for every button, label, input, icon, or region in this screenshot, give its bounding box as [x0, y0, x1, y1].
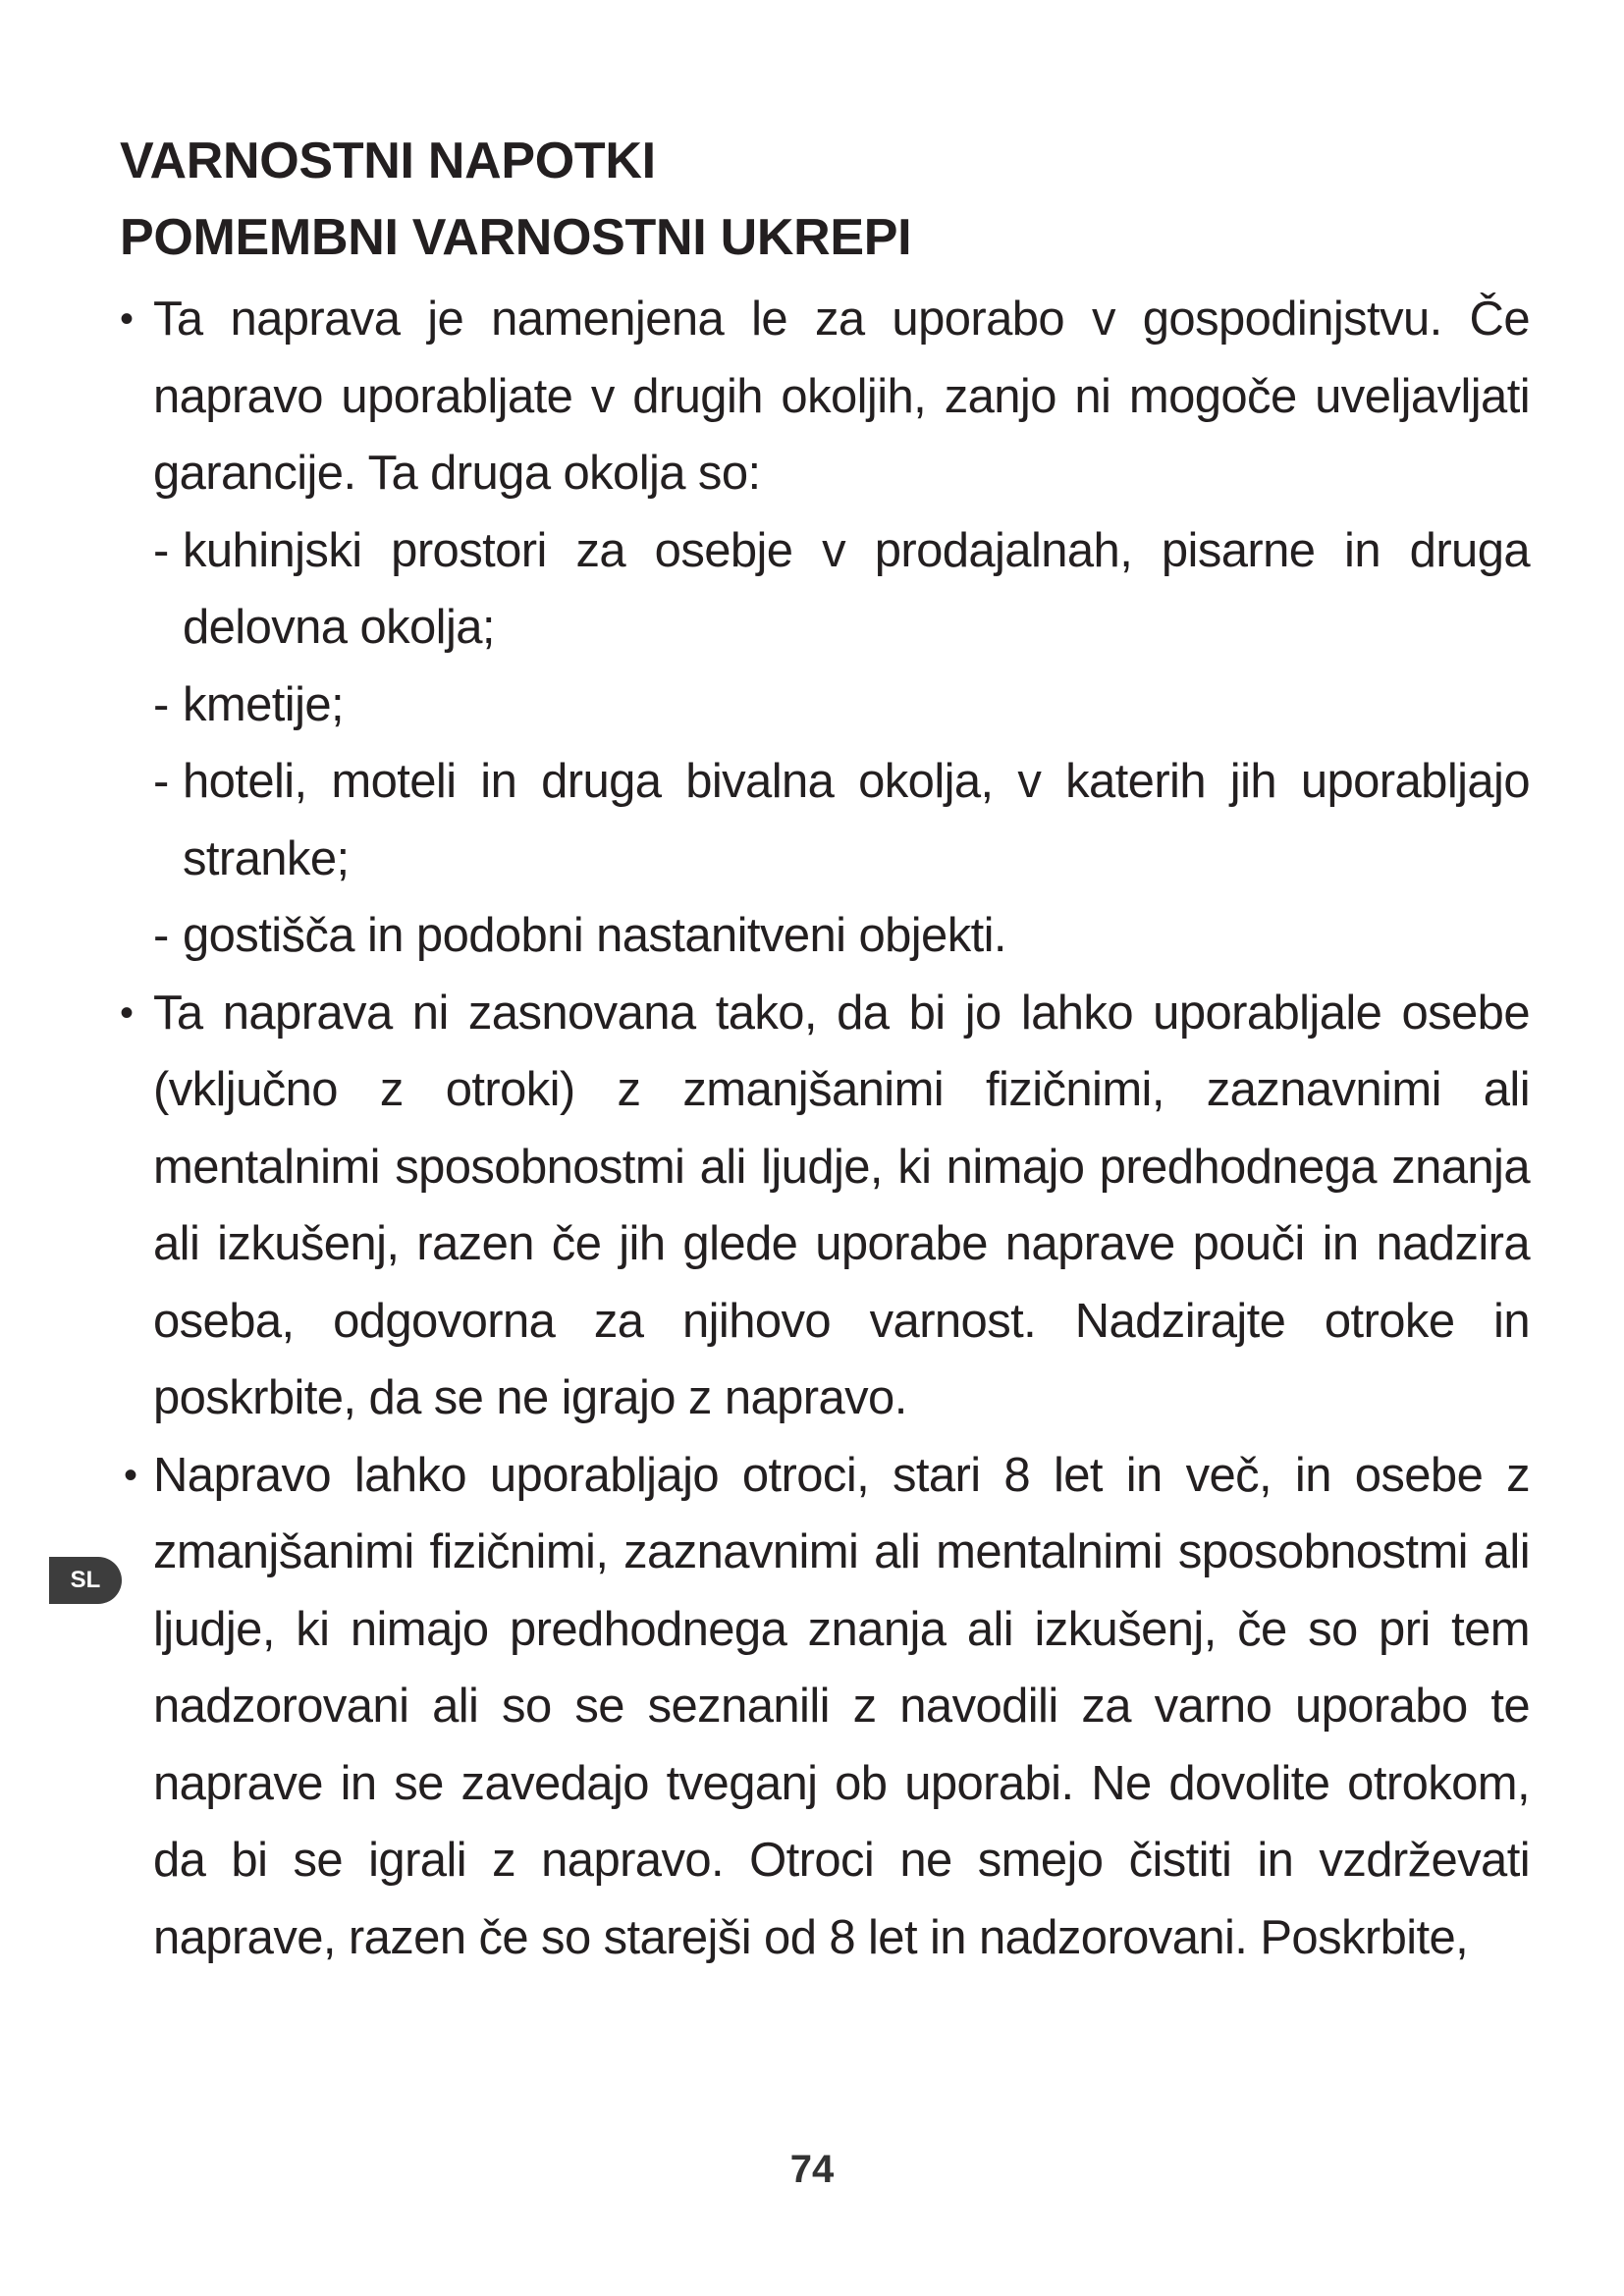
bullet-item-reduced-capabilities: [120, 975, 1530, 1437]
bullet-text: Ta naprava je namenjena le za uporabo v gospodinjstvu. Če napravo uporabljate v drugih okoljih, zanjo ni mogoče uveljavljati garancije. Ta druga okolja so:: [153, 293, 1530, 500]
bullet-icon: •: [120, 297, 134, 341]
section-title: VARNOSTNI NAPOTKI: [120, 133, 656, 189]
dash-text: hoteli, moteli in druga bivalna okolja, v katerih jih uporabljajo stranke;: [183, 755, 1530, 885]
bullet-icon: •: [124, 1453, 137, 1497]
bullet-icon: •: [120, 990, 134, 1035]
page-number: 74: [789, 2148, 835, 2191]
dash-icon: -: [153, 755, 169, 808]
bullet-item-household-use: [120, 281, 1530, 512]
safety-instructions: [120, 281, 1530, 1976]
dash-icon: -: [153, 523, 169, 577]
dash-item-guesthouses: [120, 897, 1530, 975]
dash-icon: -: [153, 909, 169, 962]
language-tab: SL: [49, 1557, 122, 1604]
dash-text: kmetije;: [183, 677, 345, 731]
bullet-text: Ta naprava ni zasnovana tako, da bi jo lahko uporabljale osebe (vključno z otroki) z zmanjšanimi fizičnimi, zaznavnimi ali mentalnimi sposobnostmi ali ljudje, ki nimajo predhodnega znanja ali izkušenj, razen če jih glede uporabe naprave pouči in nadzira oseba, odgovorna za njihovo varnost. Nadzirajte otroke in poskrbite, da se ne igrajo z napravo.: [153, 986, 1530, 1424]
section-subtitle: POMEMBNI VARNOSTNI UKREPI: [120, 209, 912, 266]
dash-item-hotels: [120, 743, 1530, 897]
dash-text: kuhinjski prostori za osebje v prodajalnah, pisarne in druga delovna okolja;: [183, 523, 1530, 654]
bullet-text: Napravo lahko uporabljajo otroci, stari 8 let in več, in osebe z zmanjšanimi fizičnimi, zaznavnimi ali mentalnimi sposobnostmi ali ljudje, ki nimajo predhodnega znanja ali izkušenj, če so pri tem nadzorovani ali so se seznanili z navodili za varno uporabo te naprave in se zavedajo tveganj ob uporabi. Ne dovolite otrokom, da bi se igrali z napravo. Otroci ne smejo čistiti in vzdrževati naprave, razen če so starejši od 8 let in nadzorovani. Poskrbite,: [153, 1448, 1530, 1964]
dash-text: gostišča in podobni nastanitveni objekti.: [183, 909, 1006, 962]
dash-icon: -: [153, 677, 169, 731]
bullet-item-children-use: [120, 1437, 1530, 1977]
dash-item-staff-kitchens: [120, 512, 1530, 667]
dash-item-farms: [120, 667, 1530, 744]
